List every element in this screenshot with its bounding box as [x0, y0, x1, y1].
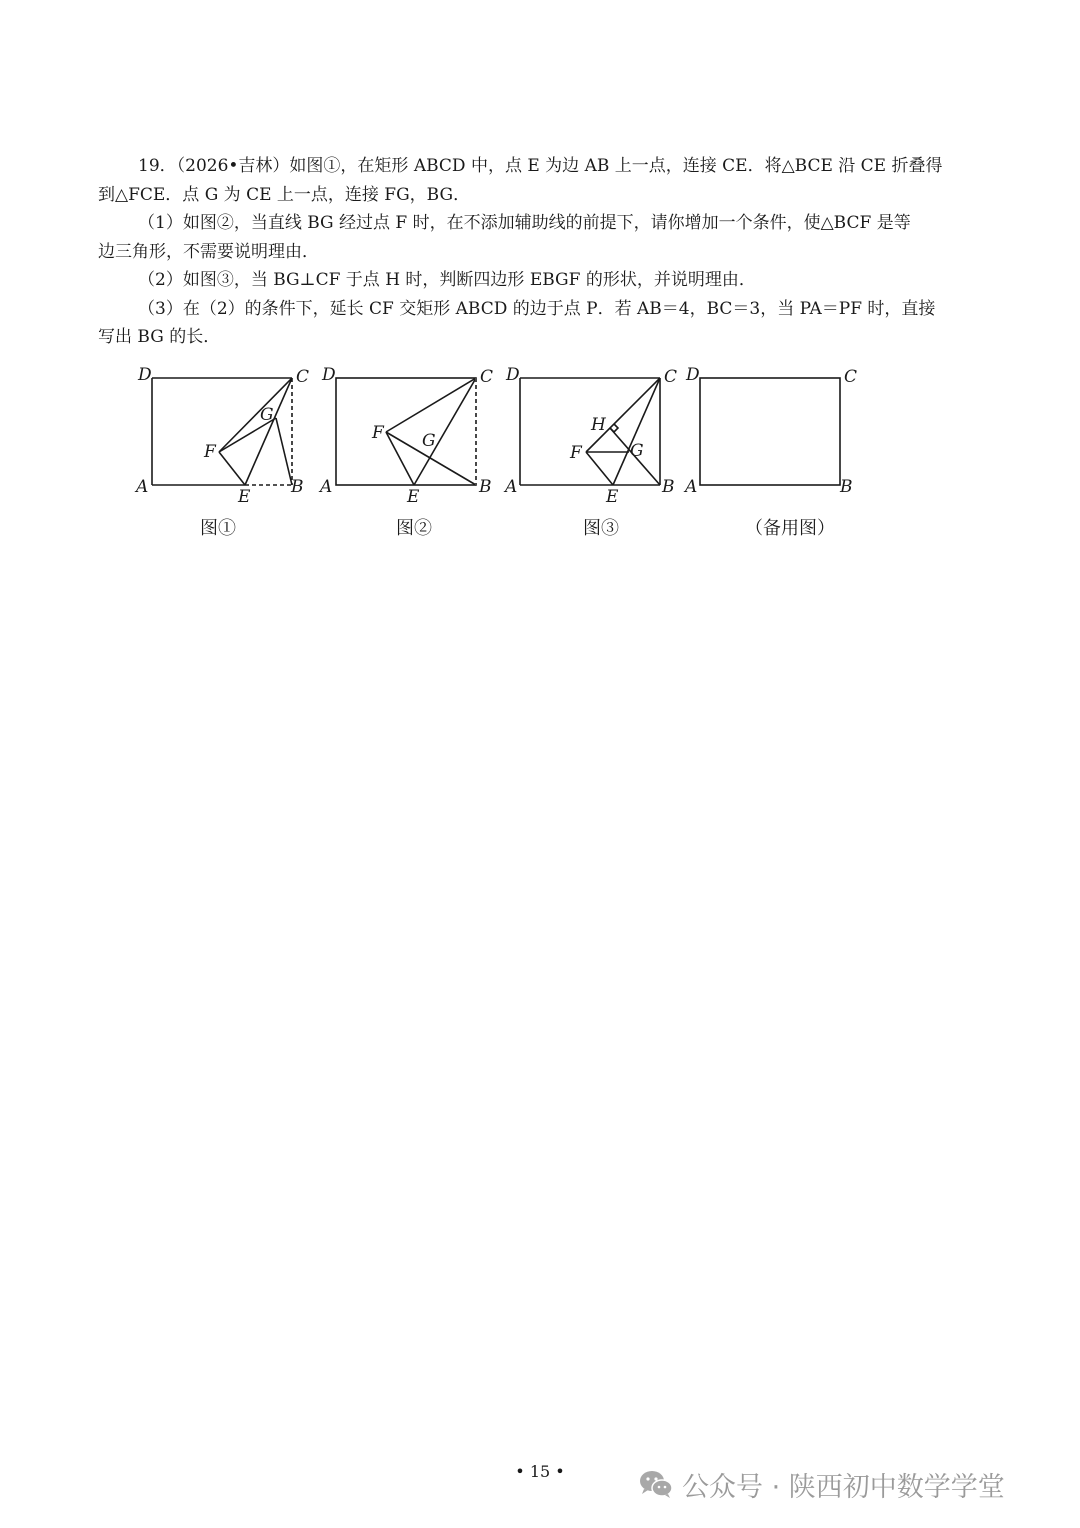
fig2-label-e: E — [407, 487, 420, 507]
figure-2 — [336, 378, 476, 485]
fig1-label-e: E — [238, 487, 251, 507]
fig4-caption: （备用图） — [745, 518, 835, 539]
problem-line-2: 到△FCE．点 G 为 CE 上一点，连接 FG，BG． — [98, 184, 471, 205]
problem-line-7: 写出 BG 的长． — [98, 327, 221, 347]
fig1-label-f: F — [204, 442, 216, 462]
fig4-label-b: B — [840, 477, 853, 497]
problem-text — [98, 152, 988, 352]
fig2-label-d: D — [322, 365, 336, 385]
fig1-caption: 图① — [200, 518, 236, 539]
problem-line-3: （1）如图②，当直线 BG 经过点 F 时，在不添加辅助线的前提下，请你增加一个条件，使△BCF 是等 — [138, 213, 911, 233]
fig4-label-c: C — [844, 367, 858, 387]
fig3-label-c: C — [664, 367, 678, 387]
figure-4 — [700, 378, 840, 485]
fig1-label-b: B — [291, 477, 304, 497]
fig3-label-e: E — [606, 487, 619, 507]
figure-3 — [520, 378, 660, 485]
fig2-label-c: C — [480, 367, 494, 387]
problem-line-5: （2）如图③，当 BG⊥CF 于点 H 时，判断四边形 EBGF 的形状，并说明理由． — [138, 270, 756, 290]
watermark-text: 公众号 · 陕西初中数学学堂 — [682, 1471, 1005, 1503]
fig2-label-g: G — [422, 431, 436, 451]
fig2-caption: 图② — [396, 518, 432, 539]
fig1-label-d: D — [138, 365, 152, 385]
problem-line-6: （3）在（2）的条件下，延长 CF 交矩形 ABCD 的边于点 P．若 AB＝4，BC＝3，当 PA＝PF 时，直接 — [138, 298, 936, 319]
fig3-label-g: G — [630, 441, 644, 461]
problem-line-4: 边三角形，不需要说明理由． — [98, 241, 319, 262]
fig2-label-b: B — [479, 477, 492, 497]
fig1-label-a: A — [136, 477, 149, 497]
fig3-label-h: H — [591, 415, 606, 435]
geometry-figures — [128, 360, 868, 550]
fig4-label-d: D — [686, 365, 700, 385]
fig2-label-f: F — [372, 423, 384, 443]
fig3-caption: 图③ — [583, 518, 619, 539]
figure-1 — [152, 378, 292, 485]
fig4-label-a: A — [685, 477, 698, 497]
problem-line-1: 19．（2026•吉林）如图①，在矩形 ABCD 中，点 E 为边 AB 上一点，连接 CE．将△BCE 沿 CE 折叠得 — [138, 156, 943, 176]
fig2-label-a: A — [320, 477, 333, 497]
fig3-label-f: F — [570, 443, 582, 463]
page-number: • 15 • — [515, 1462, 565, 1481]
fig3-label-b: B — [662, 477, 675, 497]
fig3-label-d: D — [506, 365, 520, 385]
figures-row — [128, 360, 868, 550]
fig3-label-a: A — [505, 477, 518, 497]
wechat-icon — [638, 1468, 674, 1500]
watermark — [638, 1462, 1005, 1506]
fig1-label-g: G — [260, 405, 274, 425]
fig1-label-c: C — [296, 367, 310, 387]
